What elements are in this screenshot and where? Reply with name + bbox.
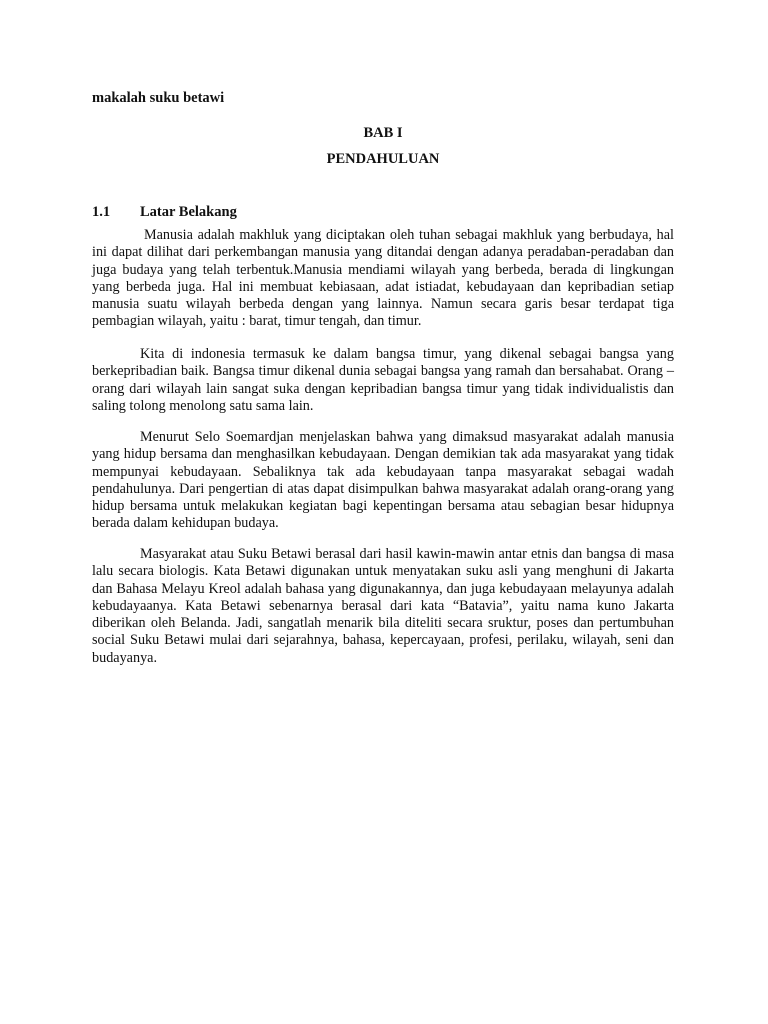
chapter-number: BAB I xyxy=(363,125,403,141)
section-number: 1.1 xyxy=(92,204,111,220)
paragraph-4: Masyarakat atau Suku Betawi berasal dari hasil kawin-mawin antar etnis dan bangsa di masa lalu secara biologis. Kata Betawi digunakan untuk menyatakan suku asli yang menghuni di Jakarta dan Bahasa Melayu Kreol adalah bahasa yang digunakannya, dan juga kebudayaan melayunya adalah kebudayaanya. Kata Betawi sebenarnya berasal dari kata “Batavia”, yaitu nama kuno Jakarta diberikan oleh Belanda. Jadi, sangatlah menarik bila diteliti secara sruktur, poses dan pertumbuhan social Suku Betawi mulai dari sejarahnya, bahasa, kepercayaan, profesi, perilaku, wilayah, seni dan budayanya. xyxy=(92,546,674,666)
paragraph-2: Kita di indonesia termasuk ke dalam bangsa timur, yang dikenal sebagai bangsa yang berkepribadian baik. Bangsa timur dikenal dunia sebagai bangsa yang ramah dan bersahabat. Orang – orang dari wilayah lain sangat suka dengan kepribadian bangsa timur yang tidak individualistis dan saling tolong menolong satu sama lain. xyxy=(92,346,674,414)
section-title: Latar Belakang xyxy=(140,204,237,220)
document-title: makalah suku betawi xyxy=(92,90,225,106)
section-heading xyxy=(92,203,237,221)
chapter-title: PENDAHULUAN xyxy=(326,151,440,167)
paragraph-1: Manusia adalah makhluk yang diciptakan oleh tuhan sebagai makhluk yang berbudaya, hal ini dapat dilihat dari perkembangan manusia yang ditandai dengan adanya peradaban-peradaban dan juga budaya yang telah terbentuk.Manusia mendiami wilayah yang berbeda, berada di lingkungan yang berbeda juga. Hal ini membuat kebiasaan, adat istiadat, kebudayaan dan kepribadian setiap manusia suatu wilayah berbeda dengan yang lainnya. Namun secara garis besar terdapat tiga pembagian wilayah, yaitu : barat, timur tengah, dan timur. xyxy=(92,227,674,330)
paragraph-3: Menurut Selo Soemardjan menjelaskan bahwa yang dimaksud masyarakat adalah manusia yang hidup bersama dan menghasilkan kebudayaan. Dengan demikian tak ada masyarakat yang tidak mempunyai kebudayaan. Sebaliknya tak ada kebudayaan tanpa masyarakat sebagai wadah pendahulunya. Dari pengertian di atas dapat disimpulkan bahwa masyarakat adalah orang-orang yang hidup bersama untuk melakukan kegiatan bagi kepentingan bersama atau sebagian besar hidupnya berada dalam kehidupan budaya. xyxy=(92,429,674,532)
